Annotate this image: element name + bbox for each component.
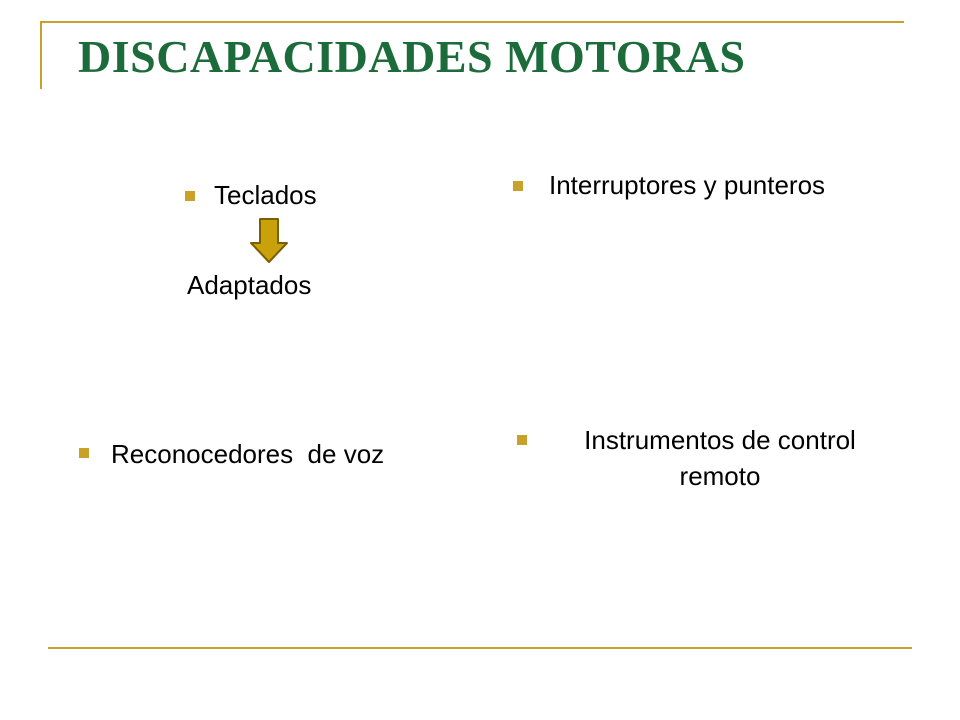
frame-top-rule bbox=[40, 21, 904, 23]
arrow-down-icon bbox=[249, 218, 289, 264]
square-bullet-icon bbox=[517, 435, 527, 445]
label-adaptados: Adaptados bbox=[187, 270, 312, 300]
frame-left-rule bbox=[40, 21, 42, 89]
slide-title: DISCAPACIDADES MOTORAS bbox=[78, 31, 746, 82]
square-bullet-icon bbox=[513, 181, 523, 191]
instrumentos-line-1: Instrumentos de control bbox=[584, 425, 856, 455]
square-bullet-icon bbox=[185, 191, 195, 201]
bullet-reconocedores: Reconocedores de voz bbox=[111, 439, 385, 469]
instrumentos-line-2: remoto bbox=[679, 461, 761, 491]
bullet-interruptores: Interruptores y punteros bbox=[549, 170, 826, 200]
bullet-instrumentos bbox=[540, 422, 900, 494]
square-bullet-icon bbox=[79, 448, 89, 458]
frame-bottom-rule bbox=[48, 647, 912, 649]
bullet-teclados: Teclados bbox=[214, 180, 317, 210]
